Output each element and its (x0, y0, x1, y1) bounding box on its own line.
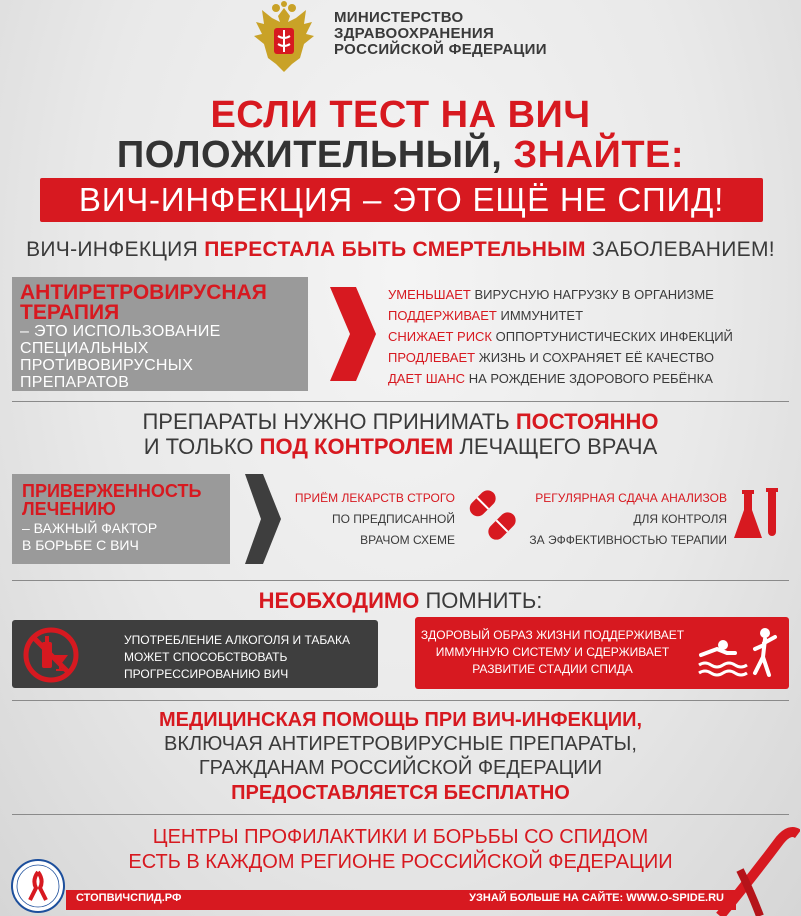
title-line-2 (0, 134, 801, 177)
adherence-box (12, 474, 230, 564)
no-alcohol-no-smoking-icon (22, 626, 80, 684)
divider (12, 700, 789, 701)
divider (12, 814, 789, 815)
emblem-icon (244, 0, 324, 80)
swimmer-and-athlete-icon (697, 623, 781, 683)
art-desc-line: ПРОТИВОВИРУСНЫХ (20, 357, 194, 374)
warning-text: УПОТРЕБЛЕНИЕ АЛКОГОЛЯ И ТАБАКА МОЖЕТ СПОСОБСТВОВАТЬ ПРОГРЕССИРОВАНИЮ ВИЧ (124, 633, 351, 681)
lab-flask-icon (732, 484, 782, 544)
art-desc-line: СПЕЦИАЛЬНЫХ (20, 340, 149, 357)
remember-heading: НЕОБХОДИМО ПОМНИТЬ: (258, 588, 543, 613)
ministry-line: ЗДРАВООХРАНЕНИЯ (334, 25, 495, 42)
adherence-description: – ВАЖНЫЙ ФАКТОР В БОРЬБЕ С ВИЧ (22, 520, 158, 553)
adherence-tests-text: РЕГУЛЯРНАЯ СДАЧА АНАЛИЗОВ ДЛЯ КОНТРОЛЯ ЗА ЭФФЕКТИВНОСТЬЮ ТЕРАПИИ (529, 491, 727, 547)
title-banner (40, 178, 763, 222)
subtitle-part: ЗАБОЛЕВАНИЕМ! (591, 238, 775, 261)
care-line-1: МЕДИЦИНСКАЯ ПОМОЩЬ ПРИ ВИЧ-ИНФЕКЦИИ, (158, 709, 643, 731)
footer-bar (66, 890, 736, 910)
pills-icon (462, 482, 522, 548)
title-positive: ПОЛОЖИТЕЛЬНЫЙ, (116, 134, 503, 176)
ministry-line: РОССИЙСКОЙ ФЕДЕРАЦИИ (334, 41, 547, 58)
footer-more-info-link[interactable]: УЗНАЙ БОЛЬШЕ НА САЙТЕ: WWW.O-SPIDE.RU (469, 892, 724, 904)
list-item: ПОДДЕРЖИВАЕТ ИММУНИТЕТ (388, 308, 584, 323)
warning-box (12, 620, 378, 688)
list-item: ПРОДЛЕВАЕТ ЖИЗНЬ И СОХРАНЯЕТ ЕЁ КАЧЕСТВО (388, 350, 714, 365)
centers-line-1: ЦЕНТРЫ ПРОФИЛАКТИКИ И БОРЬБЫ СО СПИДОМ (152, 826, 649, 848)
care-line-3: ГРАЖДАНАМ РОССИЙСКОЙ ФЕДЕРАЦИИ (198, 757, 603, 779)
adherence-title: ПРИВЕРЖЕННОСТЬ ЛЕЧЕНИЮ (22, 481, 202, 519)
subtitle-part: ВИЧ-ИНФЕКЦИЯ (26, 238, 199, 261)
footer-site-link[interactable]: СТОПВИЧСПИД.РФ (76, 892, 182, 904)
chevron-right-icon (245, 474, 281, 564)
divider (12, 401, 789, 402)
list-item: ДАЕТ ШАНС НА РОЖДЕНИЕ ЗДОРОВОГО РЕБЁНКА (388, 371, 713, 386)
art-benefits-list (388, 284, 733, 389)
art-box (12, 277, 308, 391)
meds-line-2: И ТОЛЬКО ПОД КОНТРОЛЕМ ЛЕЧАЩЕГО ВРАЧА (143, 434, 658, 459)
divider (12, 580, 789, 581)
art-desc-line: – ЭТО ИСПОЛЬЗОВАНИЕ (20, 323, 221, 340)
art-desc-line: ПРЕПАРАТОВ (20, 374, 130, 391)
ministry-name (334, 10, 547, 58)
subtitle (0, 238, 801, 262)
subtitle-highlight: ПЕРЕСТАЛА БЫТЬ СМЕРТЕЛЬНЫМ (204, 238, 586, 261)
stop-hiv-logo-icon (10, 858, 66, 914)
adherence-schedule-text: ПРИЁМ ЛЕКАРСТВ СТРОГО ПО ПРЕДПИСАННОЙ ВРАЧОМ СХЕМЕ (294, 491, 455, 547)
care-line-2: ВКЛЮЧАЯ АНТИРЕТРОВИРУСНЫЕ ПРЕПАРАТЫ, (164, 733, 637, 755)
chevron-right-icon (330, 287, 376, 381)
art-title-line: АНТИРЕТРОВИРУСНАЯ (20, 281, 267, 304)
healthy-lifestyle-box (415, 617, 789, 689)
healthy-lifestyle-text: ЗДОРОВЫЙ ОБРАЗ ЖИЗНИ ПОДДЕРЖИВАЕТ ИММУННУЮ СИСТЕМУ И СДЕРЖИВАЕТ РАЗВИТИЕ СТАДИИ СПИДА (420, 628, 685, 676)
art-description (20, 323, 300, 391)
list-item: УМЕНЬШАЕТ ВИРУСНУЮ НАГРУЗКУ В ОРГАНИЗМЕ (388, 287, 714, 302)
care-line-4: ПРЕДОСТАВЛЯЕТСЯ БЕСПЛАТНО (231, 782, 570, 804)
ministry-line: МИНИСТЕРСТВО (334, 9, 464, 26)
list-item: СНИЖАЕТ РИСК ОППОРТУНИСТИЧЕСКИХ ИНФЕКЦИЙ (388, 329, 733, 344)
title-line-1: ЕСЛИ ТЕСТ НА ВИЧ (210, 94, 591, 136)
centers-line-2: ЕСТЬ В КАЖДОМ РЕГИОНЕ РОССИЙСКОЙ ФЕДЕРАЦИИ (128, 851, 673, 873)
art-title (20, 283, 300, 323)
title-banner-text: ВИЧ-ИНФЕКЦИЯ – ЭТО ЕЩЁ НЕ СПИД! (78, 181, 725, 218)
art-title-line: ТЕРАПИЯ (20, 301, 120, 324)
meds-line-1: ПРЕПАРАТЫ НУЖНО ПРИНИМАТЬ ПОСТОЯННО (142, 409, 659, 434)
title-know: ЗНАЙТЕ: (513, 134, 685, 176)
